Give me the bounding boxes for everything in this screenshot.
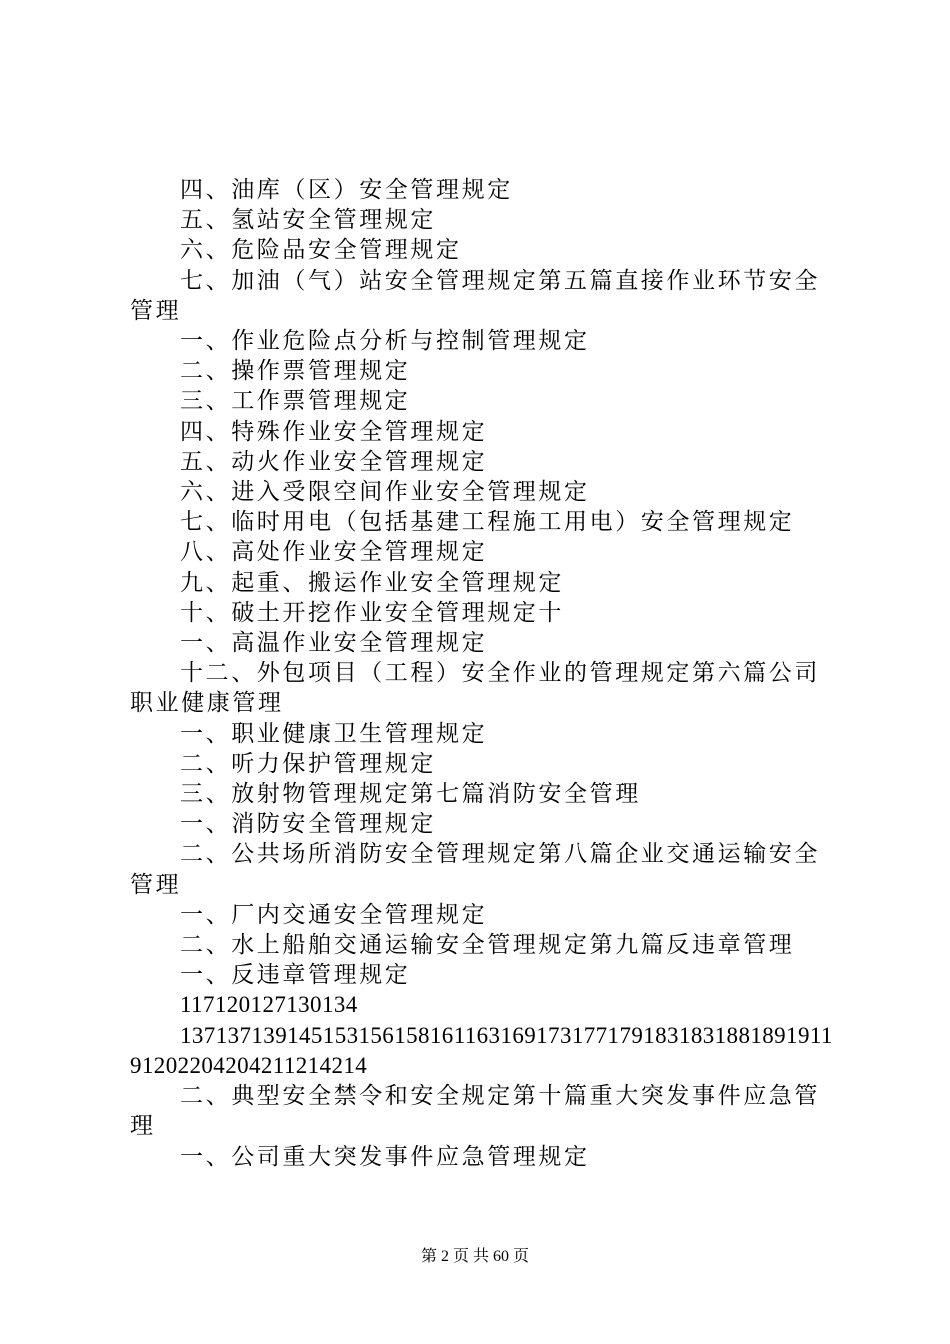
text-line: 一、消防安全管理规定	[180, 811, 436, 838]
text-line: 一、职业健康卫生管理规定	[180, 720, 488, 747]
number-line: 117120127130134	[180, 992, 358, 1018]
text-line: 三、工作票管理规定	[180, 388, 411, 415]
text-line: 四、油库（区）安全管理规定	[180, 177, 513, 203]
text-line: 六、进入受限空间作业安全管理规定	[180, 479, 590, 506]
text-line: 一、作业危险点分析与控制管理规定	[180, 328, 590, 355]
text-line: 五、氢站安全管理规定	[180, 207, 436, 234]
text-paragraph: 二、典型安全禁令和安全规定第十篇重大突发事件应急管理	[130, 1083, 820, 1140]
page-footer: 第 2 页 共 60 页	[420, 1248, 529, 1265]
text-paragraph: 二、公共场所消防安全管理规定第八篇企业交通运输安全管理	[130, 841, 820, 898]
text-line: 二、水上船舶交通运输安全管理规定第九篇反违章管理	[180, 932, 795, 959]
text-line: 一、高温作业安全管理规定	[180, 630, 488, 657]
text-line: 八、高处作业安全管理规定	[180, 539, 488, 566]
text-line: 三、放射物管理规定第七篇消防安全管理	[180, 781, 641, 808]
number-paragraph: 1371371391451531561581611631691731771791831831881891911912022042042112142​14	[130, 1022, 833, 1078]
text-line: 九、起重、搬运作业安全管理规定	[180, 569, 564, 596]
text-paragraph: 七、加油（气）站安全管理规定第五篇直接作业环节安全管理	[130, 267, 820, 324]
text-line: 十、破土开挖作业安全管理规定十	[180, 599, 564, 626]
text-line: 一、厂内交通安全管理规定	[180, 901, 488, 928]
text-line: 四、特殊作业安全管理规定	[180, 418, 488, 445]
text-line: 二、听力保护管理规定	[180, 750, 436, 777]
text-line: 六、危险品安全管理规定	[180, 237, 462, 264]
document-body	[130, 175, 835, 1172]
text-line: 一、公司重大突发事件应急管理规定	[180, 1143, 590, 1170]
text-line: 二、操作票管理规定	[180, 358, 411, 385]
text-line: 一、反违章管理规定	[180, 962, 411, 989]
text-paragraph: 十二、外包项目（工程）安全作业的管理规定第六篇公司职业健康管理	[130, 660, 820, 717]
text-line: 七、临时用电（包括基建工程施工用电）安全管理规定	[180, 509, 795, 536]
text-line: 五、动火作业安全管理规定	[180, 448, 488, 475]
